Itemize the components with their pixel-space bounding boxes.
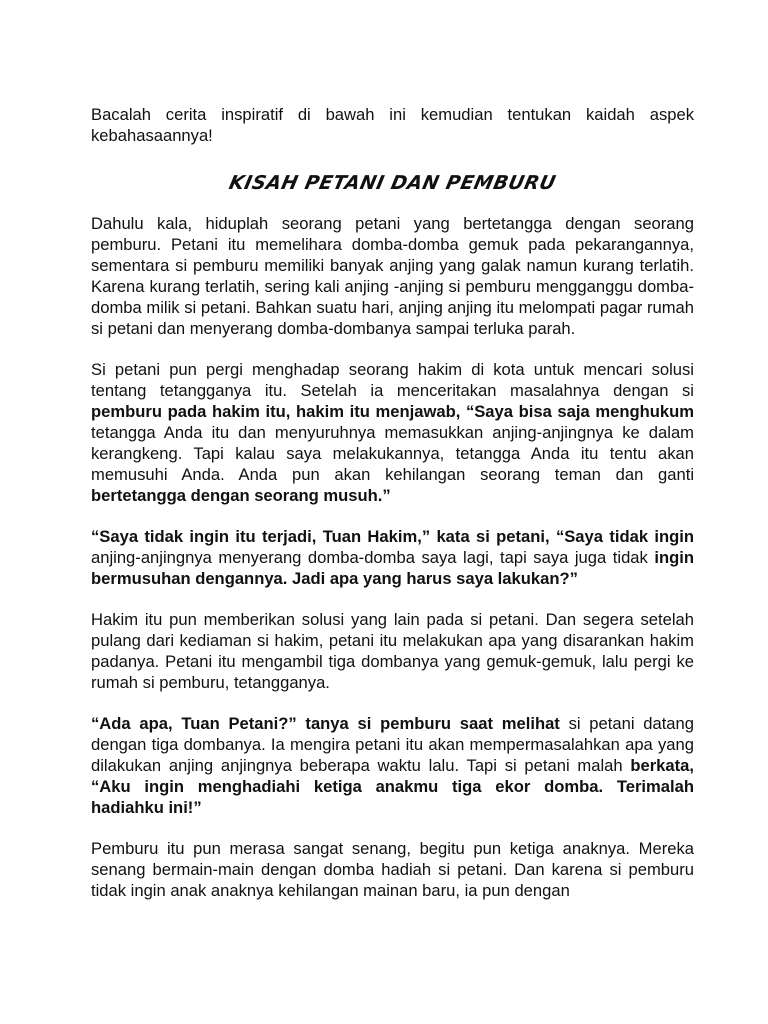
paragraph-5-part-b: si petani datang dengan tiga dombanya. Ia mengira petani itu akan mempermasalahkan apa yang dilakukan anjing anjingnya beberapa waktu lalu. Tapi si petani malah [91,714,694,775]
paragraph-2-part-c: tetangga Anda itu dan menyuruhnya memasukkan anjing-anjingnya ke dalam kerangkeng. Tapi kalau saya melakukannya, tetangga Anda itu tentu akan memusuhi Anda. Anda pun akan kehilangan seorang teman dan ganti [91,423,694,484]
paragraph-2-part-d: bertetangga dengan seorang musuh.” [91,486,391,505]
paragraph-2-part-b: pemburu pada hakim itu, hakim itu menjawab, “Saya bisa saja menghukum [91,402,694,421]
paragraph-2-part-a: Si petani pun pergi menghadap seorang hakim di kota untuk mencari solusi tentang tetangganya itu. Setelah ia menceritakan masalahnya dengan si [91,360,694,400]
instruction-text: Bacalah cerita inspiratif di bawah ini kemudian tentukan kaidah aspek kebahasaannya! [91,105,694,145]
paragraph-5 [91,713,694,818]
paragraph-5-part-a: “Ada apa, Tuan Petani?” tanya si pemburu saat melihat [91,714,560,733]
paragraph-3-part-c: ingin bermusuhan dengannya. Jadi apa yang harus saya lakukan?” [91,548,694,588]
document-page [91,104,694,901]
paragraph-3-part-a: “Saya tidak ingin itu terjadi, Tuan Hakim,” kata si petani, “Saya tidak ingin [91,527,694,546]
paragraph-3-part-b: anjing-anjingnya menyerang domba-domba saya lagi, tapi saya juga tidak [91,548,655,567]
paragraph-5-part-c: berkata, “Aku ingin menghadiahi ketiga anakmu tiga ekor domba. Terimalah hadiahku ini!” [91,756,694,817]
paragraph-1: Dahulu kala, hiduplah seorang petani yang bertetangga dengan seorang pemburu. Petani itu memelihara domba-domba gemuk pada pekarangannya, sementara si pemburu memiliki banyak anjing yang galak namun kurang terlatih. Karena kurang terlatih, sering kali anjing -anjing si pemburu mengganggu domba-domba milik si petani. Bahkan suatu hari, anjing anjing itu melompati pagar rumah si petani dan menyerang domba-dombanya sampai terluka parah. [91,214,694,338]
paragraph-2 [91,359,694,506]
story-title: KISAH PETANI DAN PEMBURU [227,172,558,194]
paragraph-3 [91,526,694,589]
paragraph-6: Pemburu itu pun merasa sangat senang, begitu pun ketiga anaknya. Mereka senang bermain-main dengan domba hadiah si petani. Dan karena si pemburu tidak ingin anak anaknya kehilangan mainan baru, ia pun dengan [91,839,694,900]
paragraph-4: Hakim itu pun memberikan solusi yang lain pada si petani. Dan segera setelah pulang dari kediaman si hakim, petani itu melakukan apa yang disarankan hakim padanya. Petani itu mengambil tiga dombanya yang gemuk-gemuk, lalu pergi ke rumah si pemburu, tetangganya. [91,610,694,692]
